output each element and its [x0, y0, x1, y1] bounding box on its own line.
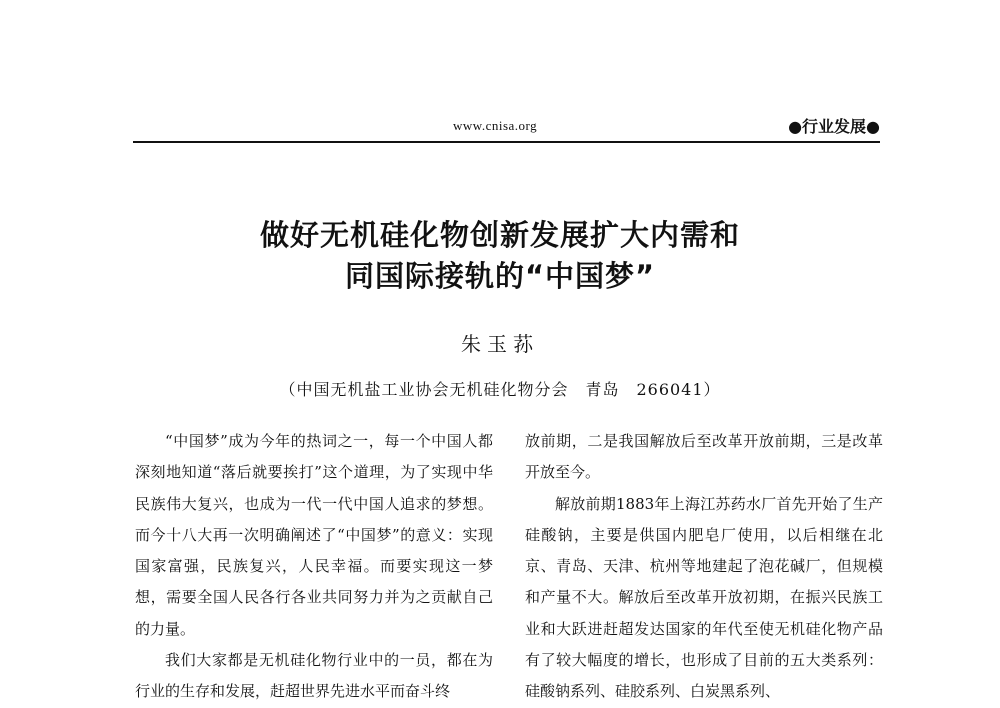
paragraph: 我们大家都是无机硅化物行业中的一员，都在为行业的生存和发展，赶超世界先进水平而奋斗终 [135, 651, 493, 701]
article-title-line2: 同国际接轨的“中国梦” [344, 259, 656, 293]
header-rule [133, 141, 880, 143]
article-title-line1: 做好无机硅化物创新发展扩大内需和 [259, 218, 740, 252]
page-header [133, 112, 880, 140]
paragraph: 放前期，二是我国解放后至改革开放前期，三是改革开放至今。 [525, 432, 883, 482]
author-name: 朱玉荪 [461, 332, 539, 356]
author-affiliation: （中国无机盐工业协会无机硅化物分会 青岛 266041） [279, 380, 721, 399]
right-column [525, 426, 883, 708]
journal-url: www.cnisa.org [453, 118, 538, 133]
section-label: ●行业发展● [788, 117, 880, 136]
left-column [135, 426, 493, 708]
paragraph: “中国梦”成为今年的热词之一，每一个中国人都深刻地知道“落后就要挨打”这个道理，为了实现中华民族伟大复兴，也成为一代一代中国人追求的梦想。而今十八大再一次明确阐述了“中国梦”的意义：实现国家富强，民族复兴，人民幸福。而要实现这一梦想，需要全国人民各行各业共同努力并为之贡献自己的力量。 [135, 432, 493, 638]
paragraph: 解放前期1883年上海江苏药水厂首先开始了生产硅酸钠，主要是供国内肥皂厂使用，以后相继在北京、青岛、天津、杭州等地建起了泡花碱厂，但规模和产量不大。解放后至改革开放初期，在振兴民族工业和大跃进赶超发达国家的年代至使无机硅化物产品有了较大幅度的增长，也形成了目前的五大类系列：硅酸钠系列、硅胶系列、白炭黑系列、 [525, 494, 883, 701]
